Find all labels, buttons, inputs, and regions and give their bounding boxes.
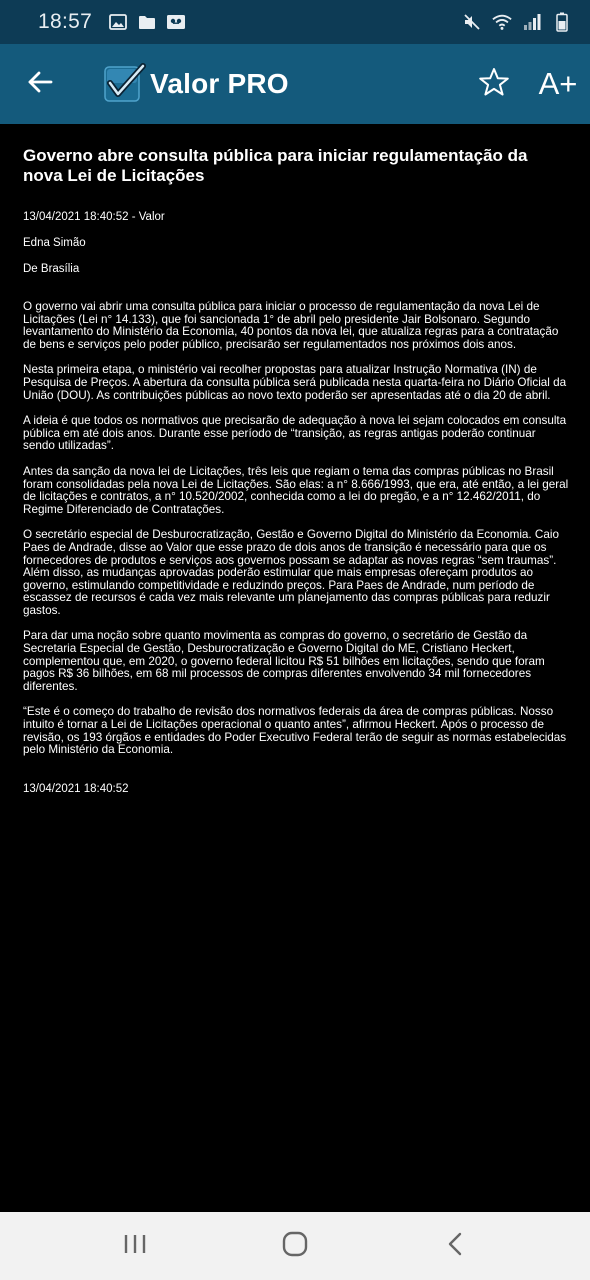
app-actions	[462, 44, 590, 124]
status-bar	[0, 0, 590, 44]
home-icon	[282, 1231, 308, 1262]
valor-logo	[104, 63, 146, 105]
article-footer-datetime: 13/04/2021 18:40:52	[23, 782, 129, 795]
battery-icon	[552, 12, 572, 32]
article-datetime: 13/04/2021 18:40:52 - Valor	[23, 211, 165, 223]
article-author: Edna Simão	[23, 237, 86, 249]
status-time: 18:57	[38, 10, 93, 33]
recent-apps-icon	[123, 1233, 147, 1260]
article-location: De Brasília	[23, 263, 80, 275]
status-system-icons	[462, 12, 572, 32]
chevron-left-icon	[447, 1232, 463, 1261]
brand	[104, 63, 289, 105]
article-paragraph: Nesta primeira etapa, o ministério vai recolher propostas para atualizar Instrução Normativa (IN) de Pesquisa de Preços. A abertura da consulta pública será publicada nesta quarta-feira no Diário Oficial da União (DOU). As contribuições públicas ao novo texto poderão ser apresentadas até o dia 20 de abril.	[23, 363, 567, 402]
wifi-icon	[492, 12, 512, 32]
brand-name: Valor PRO	[150, 68, 289, 99]
article	[23, 146, 569, 796]
font-size-button[interactable]: A+	[538, 66, 578, 101]
article-paragraph: O governo vai abrir uma consulta pública para iniciar o processo de regulamentação da nova Lei de Licitações (Lei n° 14.133), que foi sancionada 1° de abril pelo presidente Jair Bolsonaro. Segundo levantamento do Ministério da Economia, 40 pontos da nova lei, que atualiza regras para a contratação de bens e serviços pelo poder público, precisarão ser regulamentados nos próximos dois anos.	[23, 300, 559, 351]
article-title: Governo abre consulta pública para iniciar regulamentação da nova Lei de Licitações	[23, 146, 528, 185]
arrow-left-icon	[27, 71, 53, 98]
recent-apps-button[interactable]	[95, 1212, 175, 1280]
back-nav-button[interactable]	[415, 1212, 495, 1280]
article-paragraph: Antes da sanção da nova lei de Licitações, três leis que regiam o tema das compras públicas no Brasil foram consolidadas pela nova Lei de Licitações. São elas: a n° 8.666/1993, que era, até então, a lei geral de licitações e contratos, a n° 10.520/2002, conhecida como a lei do pregão, e a n° 12.462/2011, do Regime Diferenciado de Contratações.	[23, 464, 569, 516]
home-button[interactable]	[255, 1212, 335, 1280]
folder-icon	[137, 12, 157, 32]
mute-icon	[462, 12, 482, 32]
article-paragraph: O secretário especial de Desburocratização, Gestão e Governo Digital do Ministério da Economia. Caio Paes de Andrade, disse ao Valor que esse prazo de dois anos de transição é necessário para que os fornecedores de produtos e serviços aos governos possam se adaptar as novas regras “sem traumas”. Além disso, as mudanças aprovadas poderão estimular que mais empresas ofereçam produtos ao governo, estimulando competitividade e reduzindo preços. Para Paes de Andrade, num período de escassez de recursos é cada vez mais relevante um planejamento das compras públicas para reduzir gastos.	[23, 528, 559, 617]
favorite-button[interactable]	[462, 44, 526, 124]
voicemail-icon	[166, 12, 186, 32]
status-notification-icons	[108, 12, 186, 32]
star-icon	[478, 67, 510, 102]
signal-icon	[522, 12, 542, 32]
back-button[interactable]	[0, 44, 80, 124]
image-icon	[108, 12, 128, 32]
article-paragraph: A ideia é que todos os normativos que precisarão de adequação à nova lei sejam colocados em consulta pública em até dois anos. Durante esse período de “transição, as regras antigas poderão continuar sendo utilizadas”.	[23, 414, 567, 453]
system-nav-bar	[0, 1212, 590, 1280]
article-paragraph: Para dar uma noção sobre quanto movimenta as compras do governo, o secretário de Gestão da Secretaria Especial de Gestão, Desburocratização e Governo Digital do ME, Cristiano Heckert, complementou que, em 2020, o governo federal licitou R$ 51 bilhões em licitações, sendo que foram pagos R$ 36 bilhões, em 68 mil processos de compras diferentes envolvendo 34 mil fornecedores diferentes.	[23, 629, 545, 693]
article-paragraph: “Este é o começo do trabalho de revisão dos normativos federais da área de compras públicas. Nosso intuito é tornar a Lei de Licitações operacional o quanto antes”, afirmou Heckert. Após o processo de revisão, os 193 órgãos e entidades do Poder Executivo Federal terão de seguir as normas estabelecidas pelo Ministério da Economia.	[23, 705, 567, 757]
app-bar	[0, 44, 590, 124]
